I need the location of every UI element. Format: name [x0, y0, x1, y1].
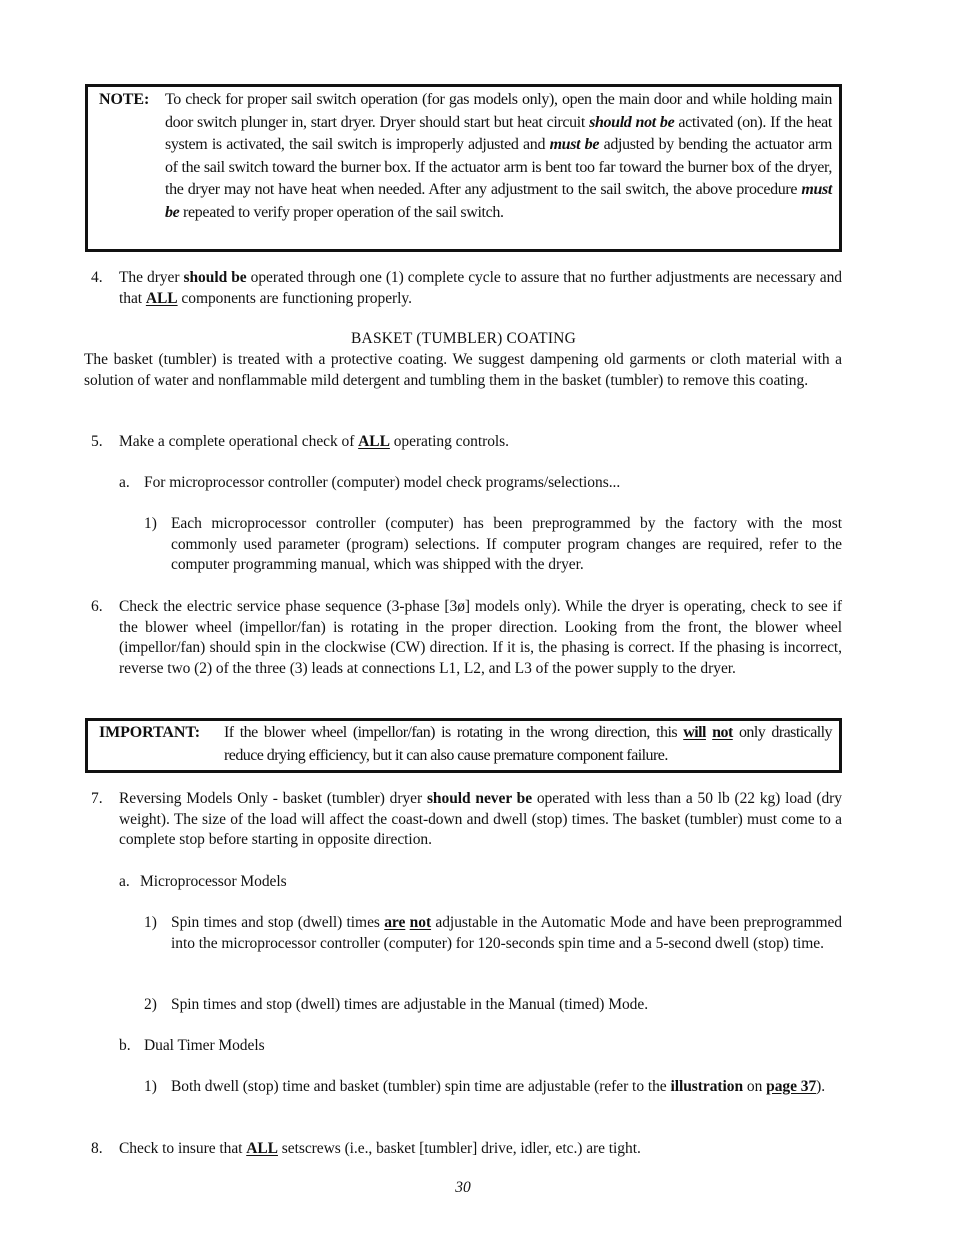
item-4-text-3: components are functioning properly.: [177, 289, 412, 307]
item-7a2-number: 2): [144, 996, 157, 1013]
item-7-number: 7.: [91, 790, 103, 807]
item-7b1-text: [171, 1077, 842, 1098]
item-5-text: [119, 432, 842, 453]
item-8-number: 8.: [91, 1140, 103, 1157]
page-number: 30: [455, 1179, 471, 1196]
note-text-3: adjusted by bending the actuator arm of the sail switch toward the burner box. If the actuator arm is bent too far toward the burner box of the dryer, the dryer may not have heat when needed. After any adjustment to the sail switch, the above procedure: [165, 136, 832, 198]
item-8-text-1: Check to insure that: [119, 1140, 247, 1157]
note-text: [165, 89, 832, 224]
item-7-text-2: operated with less than a 50 lb (22 kg) load (dry weight). The size of the load will affect the coast-down and dwell (stop) times. The basket (tumbler) must come to a complete stop before starting in opposite direction.: [119, 790, 842, 849]
item-7b1-text-3: ).: [816, 1078, 826, 1095]
important-underline-not: not: [712, 724, 733, 741]
item-7a1-text: [171, 913, 842, 954]
item-8-text: [119, 1139, 842, 1160]
note-text-2: activated (on). If the heat system is activated, the sail switch is improperly adjusted and: [165, 113, 832, 153]
item-4-number: 4.: [91, 269, 103, 286]
item-5a-letter: a.: [119, 474, 130, 491]
item-5a1-number: 1): [144, 515, 157, 532]
item-7a2-text: Spin times and stop (dwell) times are adjustable in the Manual (timed) Mode.: [171, 996, 649, 1013]
basket-coating-paragraph: The basket (tumbler) is treated with a protective coating. We suggest dampening old garments or cloth material with a solution of water and nonflammable mild detergent and tumbling them in the basket (tumbler) to remove this coating.: [84, 351, 842, 389]
basket-coating-heading: BASKET (TUMBLER) COATING: [351, 330, 576, 347]
item-5-underline-all: ALL: [358, 433, 390, 450]
item-7-text-1: Reversing Models Only - basket (tumbler) dryer: [119, 790, 427, 807]
item-5-text-2: operating controls.: [389, 433, 509, 450]
item-5a1-text: Each microprocessor controller (computer) has been preprogrammed by the factory with the most commonly used parameter (program) selections. If computer program changes are required, refer to the computer programming manual, which was shipped with the dryer.: [171, 515, 842, 574]
item-7a1-text-2: adjustable in the Automatic Mode and have been preprogrammed into the microprocessor controller (computer) for 120-seconds spin time and a 5-second dwell (stop) time.: [171, 914, 842, 952]
item-7b-letter: b.: [119, 1037, 131, 1054]
note-text-4: repeated to verify proper operation of the sail switch.: [179, 203, 504, 221]
note-emphasis-must-be-2: must be: [165, 181, 832, 221]
item-7b1-bold-illustration: illustration: [670, 1078, 744, 1095]
item-6-number: 6.: [91, 598, 103, 615]
important-text: [224, 722, 832, 767]
item-7a1-underline-are: are: [384, 914, 406, 931]
item-7a1-underline-not: not: [409, 914, 432, 931]
important-text-1: If the blower wheel (impellor/fan) is rotating in the wrong direction, this: [224, 724, 684, 741]
note-text-1: To check for proper sail switch operation (for gas models only), open the main door and while holding main door switch plunger in, start dryer. Dryer should start but heat circuit: [165, 91, 832, 131]
important-label: IMPORTANT:: [99, 724, 200, 741]
item-8-text-2: setscrews (i.e., basket [tumbler] drive, idler, etc.) are tight.: [277, 1140, 641, 1157]
item-5-number: 5.: [91, 433, 103, 450]
item-5a-text: For microprocessor controller (computer) model check programs/selections...: [144, 474, 621, 491]
item-7a1-text-1: Spin times and stop (dwell) times: [171, 914, 385, 931]
item-6-text: Check the electric service phase sequence (3-phase [3ø] models only). While the dryer is operating, check to see if the blower wheel (impellor/fan) is rotating in the proper direction. Looking from the front, the blower wheel (impellor/fan) should spin in the clockwise (CW) direction. If it is, the phasing is correct. If the phasing is incorrect, reverse two (2) of the three (3) leads at connections L1, L2, and L3 of the power supply to the dryer.: [119, 598, 842, 677]
item-7-text: [119, 789, 842, 851]
important-text-2: only drastically reduce drying efficiency, but it can also cause premature component failure.: [224, 724, 832, 764]
important-underline-will: will: [683, 724, 706, 741]
item-8-underline-all: ALL: [246, 1140, 278, 1157]
item-7b1-text-2: on: [743, 1078, 767, 1095]
item-7b1-number: 1): [144, 1078, 157, 1095]
item-7a-text: Microprocessor Models: [140, 873, 287, 890]
item-5-text-1: Make a complete operational check of: [119, 433, 359, 450]
note-box: [85, 84, 842, 252]
item-7a1-number: 1): [144, 914, 157, 931]
item-7-bold-should-never-be: should never be: [426, 790, 533, 807]
item-7b1-text-1: Both dwell (stop) time and basket (tumbler) spin time are adjustable (refer to the: [171, 1078, 671, 1095]
note-label: NOTE:: [99, 91, 150, 108]
item-4-text-2: operated through one (1) complete cycle to assure that no further adjustments are necessary and that: [119, 269, 843, 307]
important-box: [85, 718, 842, 773]
item-4-underline-all: ALL: [145, 289, 178, 307]
item-7a-letter: a.: [119, 873, 130, 890]
item-7b-text: Dual Timer Models: [144, 1037, 265, 1054]
item-4-bold-should-be: should be: [183, 269, 247, 286]
item-4-text: [119, 268, 842, 309]
item-4-text-1: The dryer: [119, 269, 184, 286]
note-emphasis-must-be-1: must be: [549, 136, 600, 153]
note-emphasis-should-not-be: should not be: [589, 113, 675, 131]
item-7b1-page-reference: page 37: [766, 1078, 817, 1095]
